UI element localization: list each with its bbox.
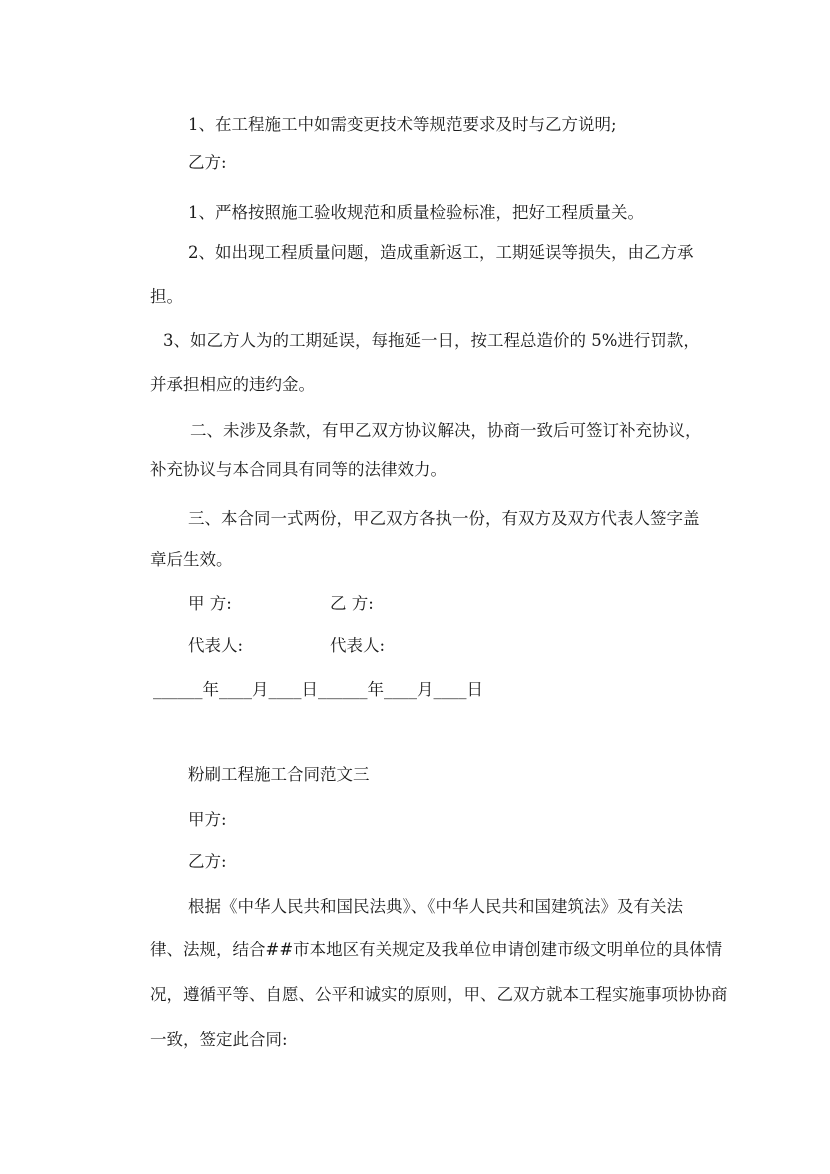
- party-b-representative-label: 代表人:: [330, 636, 386, 655]
- date-line: ______年____月____日______年____月____日: [153, 680, 483, 699]
- clause-line: 章后生效。: [150, 550, 233, 569]
- clause-line: 二、未涉及条款，有甲乙双方协议解决，协商一致后可签订补充协议，: [190, 421, 702, 440]
- clause-line: 三、本合同一式两份，甲乙双方各执一份，有双方及双方代表人签字盖: [188, 509, 700, 528]
- party-a-field: 甲方:: [188, 810, 227, 829]
- party-b-signature-label: 乙 方:: [330, 594, 374, 613]
- body-line: 律、法规，结合##市本地区有关规定及我单位申请创建市级文明单位的具体情: [150, 940, 723, 959]
- clause-line: 并承担相应的违约金。: [150, 375, 315, 394]
- clause-line: 担。: [150, 287, 183, 306]
- clause-line: 1、严格按照施工验收规范和质量检验标准，把好工程质量关。: [188, 203, 644, 222]
- clause-line: 3、如乙方人为的工期延误，每拖延一日，按工程总造价的 5%进行罚款，: [163, 331, 700, 350]
- clause-line: 补充协议与本合同具有同等的法律效力。: [150, 460, 447, 479]
- body-line: 一致，签定此合同:: [150, 1030, 288, 1049]
- party-a-signature-label: 甲 方:: [188, 594, 232, 613]
- body-line: 况，遵循平等、自愿、公平和诚实的原则，甲、乙双方就本工程实施事项协协商: [150, 985, 728, 1004]
- party-b-heading: 乙方:: [188, 153, 227, 172]
- body-line: 根据《中华人民共和国民法典》、《中华人民共和国建筑法》及有关法: [188, 897, 683, 916]
- clause-line: 2、如出现工程质量问题，造成重新返工，工期延误等损失，由乙方承: [188, 243, 694, 262]
- party-b-field: 乙方:: [188, 852, 227, 871]
- section-title: 粉刷工程施工合同范文三: [188, 765, 370, 784]
- clause-line: 1、在工程施工中如需变更技术等规范要求及时与乙方说明;: [188, 115, 617, 134]
- party-a-representative-label: 代表人:: [188, 636, 244, 655]
